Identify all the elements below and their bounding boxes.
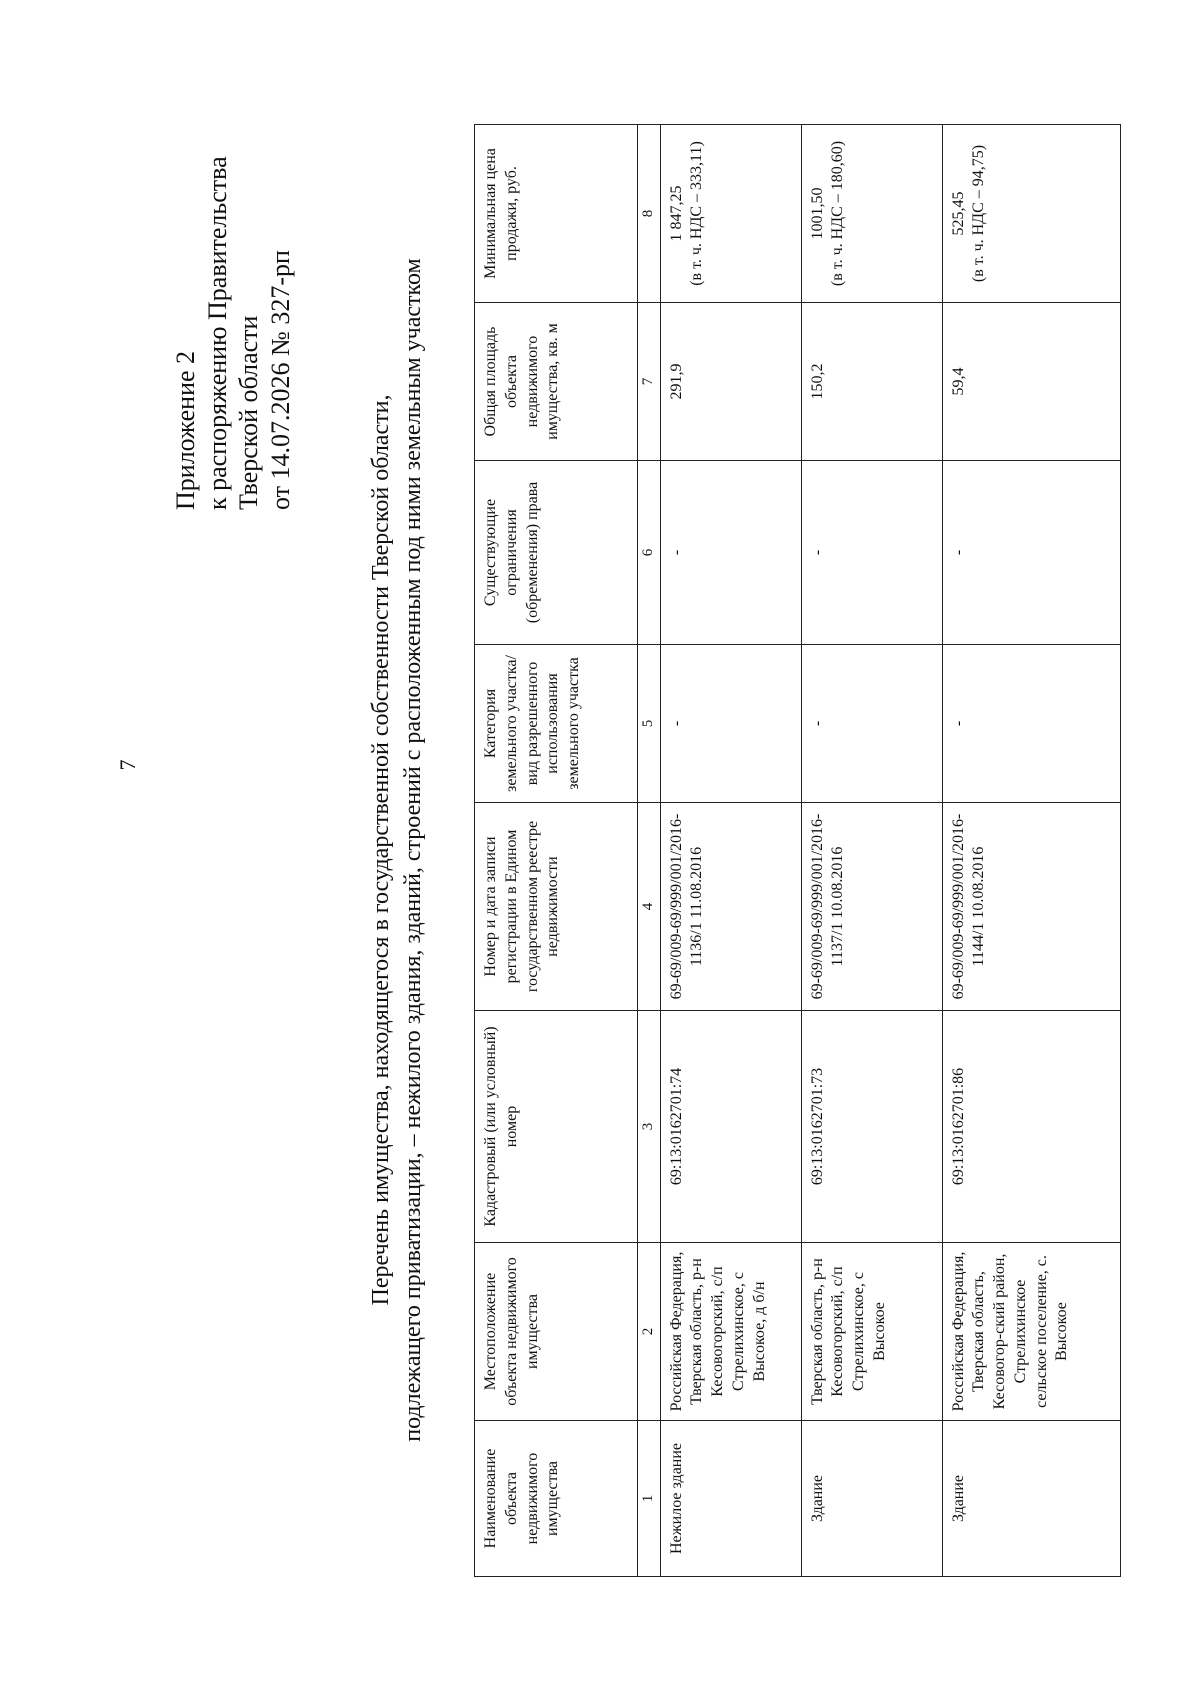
price-value: 1001,50 bbox=[808, 187, 826, 240]
document-title bbox=[365, 125, 430, 1575]
appendix-line-3: Тверской области bbox=[234, 315, 264, 510]
cell-cadastral: 69:13:0162701:74 bbox=[660, 1011, 801, 1243]
header-land-category: Категория земельного участка/вид разрешенного использования земельного участка bbox=[475, 645, 638, 803]
column-number: 3 bbox=[638, 1011, 661, 1243]
cell-price bbox=[942, 125, 1120, 303]
cell-location: Российская Федерация, Тверская область, Кесовогор-ский район, Стрелихинское сельское поселение, с. Высокое bbox=[942, 1243, 1120, 1421]
rotated-page-content bbox=[40, 85, 1150, 1625]
page-number: 7 bbox=[115, 759, 140, 771]
cell-encumbrance: - bbox=[942, 461, 1120, 645]
appendix-line-2: к распоряжению Правительства bbox=[202, 156, 232, 510]
header-name: Наименование объекта недвижимого имущества bbox=[475, 1421, 638, 1577]
property-table bbox=[474, 124, 1121, 1577]
table-row bbox=[801, 125, 942, 1577]
column-number: 5 bbox=[638, 645, 661, 803]
cell-location: Тверская область, р-н Кесовогорский, с/п Стрелихинское, с Высокое bbox=[801, 1243, 942, 1421]
column-number-row bbox=[638, 125, 661, 1577]
header-encumbrance: Существующие ограничения (обременения) права bbox=[475, 461, 638, 645]
price-value: 1 847,25 bbox=[667, 185, 685, 242]
header-registration: Номер и дата записи регистрации в Едином государственном реестре недвижимости bbox=[475, 803, 638, 1011]
cell-area: 59,4 bbox=[942, 303, 1120, 461]
appendix-line-1: Приложение 2 bbox=[171, 350, 200, 510]
column-number: 4 bbox=[638, 803, 661, 1011]
price-vat: (в т. ч. НДС – 333,11) bbox=[688, 141, 706, 286]
appendix-line-4: от 14.07.2026 № 327-рп bbox=[266, 250, 296, 510]
cell-registration: 69-69/009-69/999/001/2016-1137/1 10.08.2016 bbox=[801, 803, 942, 1011]
cell-registration: 69-69/009-69/999/001/2016-1136/1 11.08.2016 bbox=[660, 803, 801, 1011]
cell-land-category: - bbox=[942, 645, 1120, 803]
header-area: Общая площадь объекта недвижимого имущества, кв. м bbox=[475, 303, 638, 461]
table-header-row bbox=[475, 125, 638, 1577]
cell-encumbrance: - bbox=[660, 461, 801, 645]
column-number: 7 bbox=[638, 303, 661, 461]
cell-land-category: - bbox=[801, 645, 942, 803]
cell-name: Здание bbox=[801, 1421, 942, 1577]
column-number: 6 bbox=[638, 461, 661, 645]
document-title-line-1: Перечень имущества, находящегося в государственной собственности Тверской области, bbox=[368, 394, 394, 1306]
cell-encumbrance: - bbox=[801, 461, 942, 645]
price-vat: (в т. ч. НДС – 180,60) bbox=[829, 140, 847, 287]
cell-name: Нежилое здание bbox=[660, 1421, 801, 1577]
column-number: 2 bbox=[638, 1243, 661, 1421]
cell-location: Российская Федерация, Тверская область, р-н Кесовогорский, с/п Стрелихинское, с Высокое, д б/н bbox=[660, 1243, 801, 1421]
cell-price bbox=[660, 125, 801, 303]
table-row bbox=[942, 125, 1120, 1577]
column-number: 8 bbox=[638, 125, 661, 303]
cell-price bbox=[801, 125, 942, 303]
cell-land-category: - bbox=[660, 645, 801, 803]
appendix-block bbox=[170, 156, 297, 510]
price-value: 525,45 bbox=[949, 191, 967, 236]
header-price: Минимальная цена продажи, руб. bbox=[475, 125, 638, 303]
cell-area: 291,9 bbox=[660, 303, 801, 461]
cell-registration: 69-69/009-69/999/001/2016-1144/1 10.08.2016 bbox=[942, 803, 1120, 1011]
column-number: 1 bbox=[638, 1421, 661, 1577]
cell-area: 150,2 bbox=[801, 303, 942, 461]
price-vat: (в т. ч. НДС – 94,75) bbox=[970, 144, 988, 283]
header-location: Местоположение объекта недвижимого имущества bbox=[475, 1243, 638, 1421]
table-row bbox=[660, 125, 801, 1577]
cell-cadastral: 69:13:0162701:86 bbox=[942, 1011, 1120, 1243]
cell-cadastral: 69:13:0162701:73 bbox=[801, 1011, 942, 1243]
document-title-line-2: подлежащего приватизации, – нежилого здания, зданий, строений с расположенным под ними земельным участком bbox=[400, 258, 427, 1442]
cell-name: Здание bbox=[942, 1421, 1120, 1577]
header-cadastral: Кадастровый (или условный) номер bbox=[475, 1011, 638, 1243]
